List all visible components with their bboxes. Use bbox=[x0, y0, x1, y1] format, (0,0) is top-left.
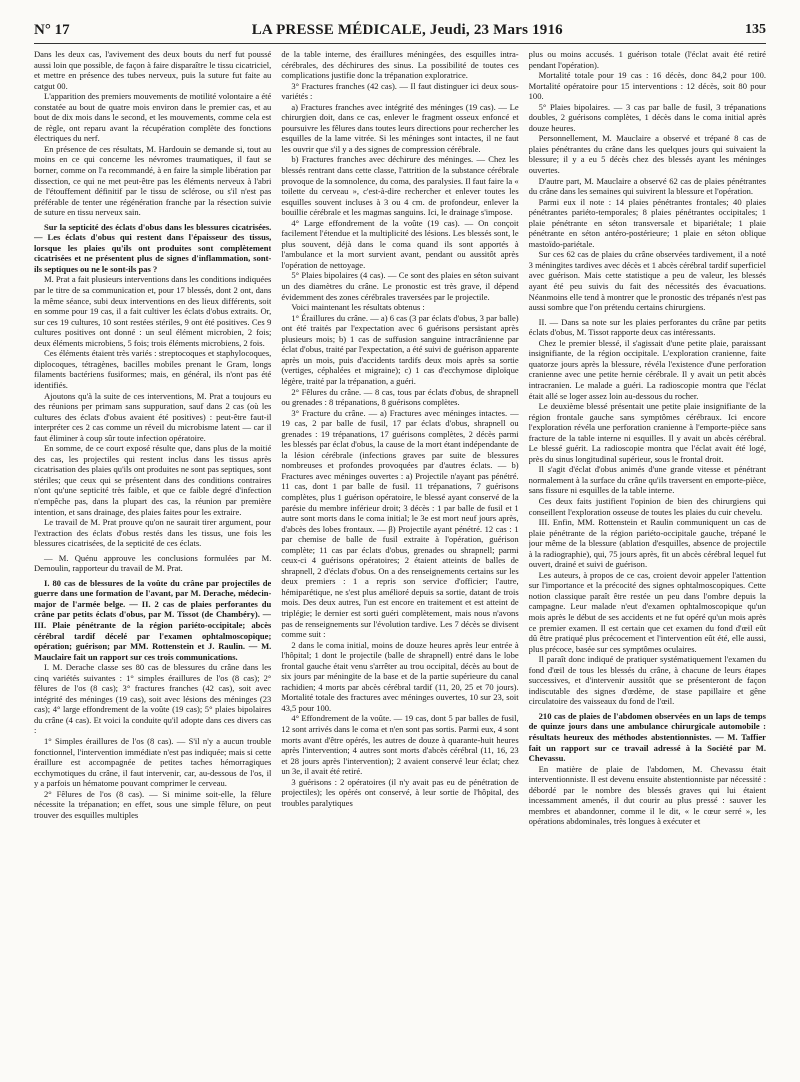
paragraph: En somme, de ce court exposé résulte que, dans plus de la moitié des cas, les projectiles qui restent inclus dans les tissus après cicatrisation des plaies qu'ils ont produites ne sont pas septiques, sont stériles; que ceux qui se présentent dans des conditions contraires n'ont qu'une septicité très faible, et que ce faible degré d'infection n'empêche pas, dans la plupart des cas, la réunion par première intention, et sans drainage, des plaies faites pour les extraire. bbox=[34, 443, 272, 517]
paragraph: Dans les deux cas, l'avivement des deux bouts du nerf fut poussé aussi loin que possible, de façon à faire disparaître le tissu cicatriciel, et mettre en présence des tubes nerveux, puis la suture fut faite au catgut 00. bbox=[34, 49, 272, 91]
paragraph: Ces deux faits justifient l'opinion de bien des chirurgiens qui conseillent l'exploration osseuse de toutes les plaies du cuir chevelu. bbox=[528, 495, 766, 517]
page-number: 135 bbox=[744, 22, 766, 37]
paragraph: 1° Simples éraillures de l'os (8 cas). — S'il n'y a aucun trouble fonctionnel, l'intervention immédiate n'est pas indiquée; mais si cette éraillure est accompagnée de petites taches hémorragiques ecchymotiques du crâne, il faut intervenir, car, au-dessous de l'os, il y a parfois un hématome pouvant comprimer le cerveau. bbox=[34, 736, 272, 789]
paragraph: 3° Fracture du crâne. — a) Fractures avec méninges intactes. — 19 cas, 2 par balle de fusil, 17 par éclats d'obus, shrapnell ou grenades : 19 trépanations, 17 guérisons complètes, 2 décès parmi les blessés par éclat d'obus, la cause de la mort étant indépendante de la lésion cérébrale (infections graves par suite de blessures nombreuses et profondes provoquées par d'autres éclats. — b) Fractures avec méninges ouvertes : a) Projectile n'ayant pas pénétré. 11 cas, dont 1 par balle de fusil. 11 trépanations, 7 guérisons complètes, plus 1 guérison opératoire, le blessé ayant conservé de la parésie du membre inférieur droit; 3 décès : 1 par balle de fusil et 1 autre sont morts dans le coma initial; le 3e est mort neuf jours après, d'abcès des lobes frontaux. — β) Projectile ayant pénétré. 12 cas : 1 par chemise de balle de fusil extraite à l'opération, guérison complète; 11 cas par éclats d'obus, grenades ou shrapnell; parmi ceux-ci 4 guérisons opératoires; 2 étaient atteints de balles de shrapnell, 2 d'éclats d'obus. On a des renseignements certains sur les deux premiers : 1 a repris son service d'officier; l'autre, hémiparétique, ne s'est plus amélioré depuis sa sortie, datant de trois mois. Des deux autres, l'un est encore en traitement et est atteint de triplégie; le dernier est sorti guéri complètement, mais nous n'avons pas de renseignements sur l'évolution tardive. Les 7 décès se divisent comme suit : bbox=[281, 407, 519, 640]
column-2 bbox=[281, 49, 518, 1076]
paragraph: 5° Plaies bipolaires. — 3 cas par balle de fusil, 3 trépanations doubles, 2 guérisons complètes, 1 décès dans le coma initial après douze heures. bbox=[528, 101, 766, 133]
text-columns bbox=[34, 49, 766, 1076]
paragraph: M. Prat a fait plusieurs interventions dans les conditions indiquées par le titre de sa communication et, pour 17 blessés, dont 2 ont, dans la même séance, subi deux interventions en des lieux différents, soit en somme pour 19 cas, il a fait cultiver les éclats d'obus extraits. Or, sur ces 19 cultures, 10 sont restées stériles, 9 ont été positives. Ces 9 cultures positives ont donné : un seul élément microbien, 2 fois; deux éléments microbiens, 5 fois; trois éléments microbiens, 2 fois. bbox=[34, 274, 272, 348]
paragraph: Parmi eux il note : 14 plaies pénétrantes frontales; 40 plaies pénétrantes pariéto-temporales; 8 plaies pénétrantes occipitales; 1 plaie pénétrante en séton transversale et bipariétale; 1 plaie pénétrante en séton antéro-postérieure; 1 plaie en séton oblique mastoïdo-pariétale. bbox=[528, 196, 766, 249]
paragraph: 2 dans le coma initial, moins de douze heures après leur entrée à l'hôpital; 1 dont le projectile (balle de shrapnell) entré dans le lobe frontal gauche était venu s'arrêter au trou occipital, décès au bout de six jours par méningite de la base et de la partie supérieure du canal rachidien; 4 morts par abcès cérébral tardif (11, 20, 25 et 70 jours). Mortalité totale des fractures avec méninges ouvertes, 10 sur 23, soit 43,5 pour 100. bbox=[281, 639, 519, 713]
paragraph: b) Fractures franches avec déchirure des méninges. — Chez les blessés rentrant dans cette classe, l'attrition de la substance cérébrale provoque de la somnolence, du coma, des paralysies. Il faut faire la « toilette du cerveau », c'est-à-dire rechercher et enlever toutes les esquilles souvent incluses à 3 ou 4 cm. de profondeur, enlever la bouillie cérébrale et les magmas sanguins. Ici, le drainage s'impose. bbox=[281, 154, 519, 218]
paragraph: Le travail de M. Prat prouve qu'on ne saurait tirer argument, pour l'extraction des éclats d'obus restés dans les tissus, une fois les blessures cicatrisées, de la septicité de ces éclats. bbox=[34, 517, 272, 549]
paragraph: 1° Éraillures du crâne. — a) 6 cas (3 par éclats d'obus, 3 par balle) ont été traités par l'expectation avec 6 guérisons persistant après plusieurs mois; b) 1 cas de suffusion sanguine intracrânienne par éclat d'obus, traité par l'expectation, a été suivi de guérison apparente après un mois, puis d'accidents tardifs deux mois après sa sortie (vertiges, céphalées et migraine); c) 1 cas d'ecchymose diploïque légère, traité par la trépanation, a guéri. bbox=[281, 312, 519, 386]
paragraph: plus ou moins accusés. 1 guérison totale (l'éclat avait été retiré pendant l'opération). bbox=[528, 49, 766, 70]
paragraph: 4° Large effondrement de la voûte (19 cas). — On conçoit facilement l'étendue et la multiplicité des lésions. Les blessés sont, le plus souvent, déjà dans le coma quand ils sont apportés à l'ambulance et la mort survient avant, pendant ou aussitôt après l'opération de nettoyage. bbox=[281, 217, 519, 270]
paragraph: Personnellement, M. Mauclaire a observé et trépané 8 cas de plaies pénétrantes du crâne dans les quelques jours qui suivaient la blessure; il y a eu 5 décès chez des blessés ayant les méninges ouvertes. bbox=[528, 133, 766, 176]
paragraph: D'autre part, M. Mauclaire a observé 62 cas de plaies pénétrantes du crâne dans les semaines qui suivirent la blessure et l'opération. bbox=[528, 175, 766, 197]
paragraph: 4° Effondrement de la voûte. — 19 cas, dont 5 par balles de fusil, 12 sont arrivés dans le coma et n'en sont pas sortis. Parmi eux, 4 sont morts avant d'être opérés, les autres de douze à quarante-huit heures après l'intervention; 4 autres sont morts d'abcès cérébral (11, 16, 23 et 28 jours après l'intervention); 2 avaient conservé leur éclat; chez un 3e, il avait été retiré. bbox=[281, 713, 519, 777]
journal-title: LA PRESSE MÉDICALE, Jeudi, 23 Mars 1916 bbox=[251, 21, 563, 38]
paragraph: Chez le premier blessé, il s'agissait d'une petite plaie, paraissant insignifiante, de la région occipitale. L'exploration cranienne, faite quatorze jours après la blessure, révéla l'existence d'une perforation cranienne avec une petite hernie cérébrale. Il y avait un petit abcès intracranien. Le malade a guéri. La radioscopie montra que l'éclat était allé se loger assez loin au-dessous du rocher. bbox=[528, 337, 766, 401]
paragraph: En matière de plaie de l'abdomen, M. Chevassu était interventionniste. Il est devenu ensuite abstentionniste par nécessité : débordé par le nombre des blessés graves qui lui étaient incessamment amenés, il dut courir au plus pressé : sauver les membres et abandonner, comme il le dit, « le cœur serré », les opérations abdominales, très longues à exécuter et bbox=[528, 763, 766, 827]
paragraph: 3° Fractures franches (42 cas). — Il faut distinguer ici deux sous-variétés : bbox=[281, 80, 519, 102]
paragraph: de la table interne, des éraillures méningées, des esquilles intra-cérébrales, des déchirures des sinus. La possibilité de toutes ces complications justifie donc la trépanation exploratrice. bbox=[281, 49, 519, 81]
paragraph: Les auteurs, à propos de ce cas, croient devoir appeler l'attention sur l'importance et la précocité des signes ophtalmoscopiques. Cette notion classique paraît être restée un peu dans l'ombre depuis la campagne. Leur malade n'eut d'examen ophtalmoscopique qu'un mois après le début de ses accidents et ne fut opéré qu'un mois après ce premier examen. Il est certain que cet examen du fond d'œil eût dû être pratiqué plus précocement et l'intervention eût été, elle aussi, plus précoce, basée sur ces symptômes oculaires. bbox=[528, 569, 766, 654]
paragraph: Mortalité totale pour 19 cas : 16 décès, donc 84,2 pour 100. Mortalité opératoire pour 15 interventions : 12 décès, soit 80 pour 100. bbox=[528, 70, 766, 102]
paragraph: — M. Quénu approuve les conclusions formulées par M. Demoulin, rapporteur du travail de M. Prat. bbox=[34, 552, 272, 574]
page-header bbox=[34, 20, 766, 40]
header-rule bbox=[34, 43, 766, 44]
section-heading-paragraph: 210 cas de plaies de l'abdomen observées en un laps de temps de quinze jours dans une ambulance chirurgicale automobile : résultats heureux des méthodes abstentionnistes. — M. Taffier fait un rapport sur ce travail adressé à la Société par M. Chevassu. bbox=[528, 710, 766, 764]
paragraph: Ces éléments étaient très variés : streptocoques et staphylocoques, diplocoques, tétragènes, bacilles mobiles prenant le Gram, longs filaments bactériens fusiformes; mais, en général, ils n'ont pas été identifiés. bbox=[34, 348, 272, 390]
paragraph: Sur ces 62 cas de plaies du crâne observées tardivement, il a noté 3 méningites tardives avec décès et 1 abcès cérébral tardif superficiel avec guérison. Mais cette statistique a peu de valeur, les blessés ayant été peu suivis du fait des nécessités des évacuations. Néanmoins elle tend à montrer que le pronostic des trépanés n'est pas aussi sombre que l'on prétendu certains chirurgiens. bbox=[528, 249, 766, 313]
paragraph: 2° Fêlures du crâne. — 8 cas, tous par éclats d'obus, de shrapnell ou grenades : 8 trépanations, 8 guérisons complètes. bbox=[281, 386, 519, 408]
paragraph: Il s'agit d'éclat d'obus animés d'une grande vitesse et pénétrant normalement à la surface du crâne qu'ils traversent en emporte-pièce, sans fissure ni esquilles de la table interne. bbox=[528, 464, 766, 496]
paragraph: 5° Plaies bipolaires (4 cas). — Ce sont des plaies en séton suivant un des diamètres du crâne. Le pronostic est très grave, il dépend évidemment des zones cérébrales traversées par le projectile. bbox=[281, 270, 519, 302]
column-1 bbox=[34, 49, 271, 1076]
paragraph: En présence de ces résultats, M. Hardouin se demande si, tout au moins en ce qui concerne les névromes traumatiques, il faut se borner, comme on l'a recommandé, à en faire la simple libération par dissection, ce qui ne met peut-être pas les éléments nerveux à l'abri de l'étouffement définitif par le tissu de sclérose, ou s'il n'est pas préférable de tenter une régénération franche par la résection suivie de suture en tissu nerveux sain. bbox=[34, 143, 272, 218]
column-3 bbox=[529, 49, 766, 1076]
issue-number: N° 17 bbox=[34, 21, 70, 38]
paragraph: Voici maintenant les résultats obtenus : bbox=[291, 302, 425, 313]
paragraph: Ajoutons qu'à la suite de ces interventions, M. Prat a toujours eu des réunions per primam sans suppuration, sauf dans 2 cas (où les cultures des éclats d'obus avaient été positives) : peut-être faut-il interpréter ces 2 cas comme un réveil du microbisme latent — car il faut éliminer à coup sûr toute infection opératoire. bbox=[34, 390, 272, 443]
paragraph: III. Enfin, MM. Rottenstein et Raulin communiquent un cas de plaie pénétrante de la région pariéto-occipitale gauche, trépané le jour même de la blessure (ablation d'esquilles, absence de projectile à la radiographie), qui, 75 jours après, fit un abcès cérébral lequel fut ouvert, drainé et suivi de guérison. bbox=[528, 517, 766, 570]
paragraph: II. — Dans sa note sur les plaies perforantes du crâne par petits éclats d'obus, M. Tissot rapporte deux cas intéressants. bbox=[528, 316, 766, 338]
section-heading-paragraph: I. 80 cas de blessures de la voûte du crâne par projectiles de guerre dans une formation de l'avant, par M. Derache, médecin-major de l'armée belge. — II. 2 cas de plaies perforantes du crâne par petits éclats d'obus, par M. Tissot (de Chambéry). — III. Plaie pénétrante de la région pariéto-occipitale; abcès cérébral tardif décelé par l'examen ophtalmoscopique; opération; guérison; par MM. Rottenstein et J. Raulin. — M. Mauclaire fait un rapport sur ces trois communications. bbox=[34, 577, 272, 662]
paragraph: L'apparition des premiers mouvements de motilité volontaire a été constatée au bout de quatre mois environ dans le premier cas, et au bout de dix mois dans le second, et les mouvements, comme cela est de règle, ont reparu avant la récupération complète des fonctions électriques du nerf. bbox=[34, 91, 272, 144]
paragraph: 3 guérisons : 2 opératoires (il n'y avait pas eu de pénétration de projectiles); les opérés ont conservé, à leur sortie de l'hôpital, des troubles paralytiques bbox=[281, 776, 519, 808]
paragraph: 2° Fêlures de l'os (8 cas). — Si minime soit-elle, la fêlure nécessite la trépanation; en effet, sous une simple fêlure, on peut trouver des esquilles multiples bbox=[34, 788, 272, 820]
section-heading-paragraph: Sur la septicité des éclats d'obus dans les blessures cicatrisées. — Les éclats d'obus qui restent dans l'épaisseur des tissus, lorsque les plaies qu'ils ont produites sont complètement cicatrisées et ne présentent plus de signes d'inflammation, sont-ils septiques ou ne le sont-ils pas ? bbox=[34, 221, 272, 274]
paragraph: Il paraît donc indiqué de pratiquer systématiquement l'examen du fond d'œil de tous les blessés du crâne, à chacune de leurs étapes successives, et d'intervenir aussitôt que se présenteront de façon indiscutable des signes d'œdème, de stase papillaire et gêne circulatoire des vaisseaux du fond de l'œil. bbox=[528, 654, 766, 707]
paragraph: a) Fractures franches avec intégrité des méninges (19 cas). — Le chirurgien doit, dans ce cas, enlever le fragment osseux enfoncé et poursuivre les fêlures dans toutes leurs directions pour rechercher les esquilles de la lame vitrée. Si les méninges sont intactes, il ne faut les ouvrir que s'il y a des signes de compression cérébrale. bbox=[281, 101, 519, 154]
paragraph: I. M. Derache classe ses 80 cas de blessures du crâne dans les cinq variétés suivantes : 1° simples éraillures de l'os (8 cas); 2° fêlures de l'os (8 cas); 3° fractures franches (42 cas), soit avec intégrité des méninges (19 cas), soit avec lésions des méninges (23 cas); 4° large effondrement de la voûte (19 cas); 5° plaies bipolaires du crâne (4 cas). Et voici la conduite qu'il adopte dans ces divers cas : bbox=[34, 662, 272, 736]
paragraph: Le deuxième blessé présentait une petite plaie insignifiante de la région frontale gauche sans symptômes cérébraux. Ici encore l'exploration révéla une perforation cranienne à l'emporte-pièce sans fracture de la table interne ni esquilles. Il y avait un abcès cérébral. Le blessé guérit. La radioscopie montra que l'éclat avait été logé, près du sinus longitudinal supérieur, sous le frontal droit. bbox=[528, 401, 766, 464]
